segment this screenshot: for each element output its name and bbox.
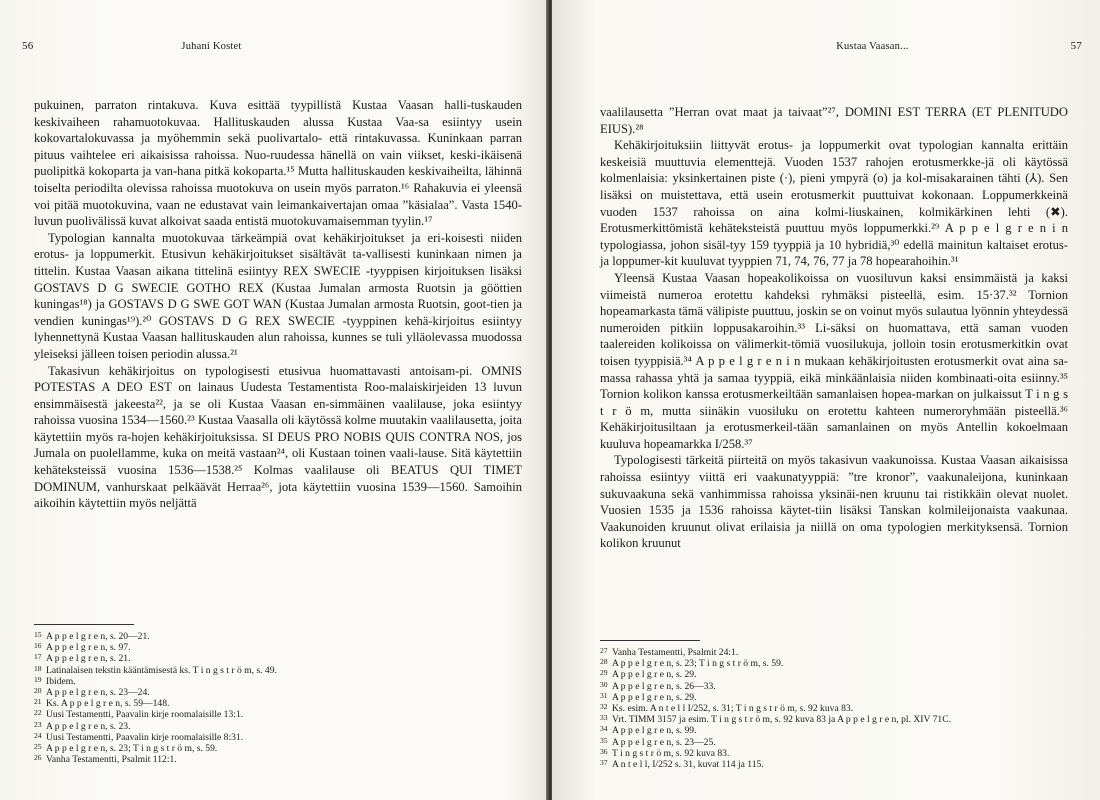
footnote [600,669,1070,680]
footnote-text: Uusi Testamentti, Paavalin kirje roomalaisille 8:31. [46,731,244,743]
footnote-text: A p p e l g r e n, s. 97. [46,642,131,654]
footnote-text: Ks. esim. A n t e l l I/252, s. 31; T i n g s t r ö m, s. 92 kuva 83. [612,703,854,715]
footnote-text: Vanha Testamentti, Psalmit 112:1. [46,754,177,766]
footnote-number: 26 [34,753,42,763]
footnote-number: 20 [34,686,42,696]
left-running-head-author: Juhani Kostet [181,41,242,52]
footnote [34,631,514,642]
footnote [34,653,514,664]
footnote-text: T i n g s t r ö m, s. 92 kuva 83. [612,747,730,759]
footnote-number: 35 [600,735,608,745]
footnote [600,647,1070,658]
footnote-number: 37 [600,758,608,768]
footnote-text: Vanha Testamentti, Psalmit 24:1. [612,647,739,658]
footnote-number: 21 [34,697,42,707]
footnote-text: A p p e l g r e n, s. 99. [612,725,697,737]
footnote [600,703,1070,714]
footnote [600,714,1070,725]
footnote-text: A p p e l g r e n, s. 23; T i n g s t r ö m, s. 59. [612,658,784,670]
footnote-number: 29 [600,668,608,678]
left-page-number: 56 [22,40,34,52]
footnote-text: A p p e l g r e n, s. 23; T i n g s t r ö m, s. 59. [46,743,218,755]
footnote-number: 33 [600,713,608,723]
footnote [34,754,514,765]
footnote [34,732,514,743]
footnote-number: 36 [600,746,608,756]
footnote-number: 23 [34,719,42,729]
footnote-text: Uusi Testamentti, Paavalin kirje roomalaisille 13:1. [46,709,244,721]
footnote [34,687,514,698]
footnote-text: A n t e l l, I/252 s. 31, kuvat 114 ja 115. [612,759,764,771]
footnote [600,725,1070,736]
footnote [600,759,1070,770]
footnote-number: 30 [600,679,608,689]
paragraph: vaalilausetta ”Herran ovat maat ja taivaat”²⁷, DOMINI EST TERRA (ET PLENITUDO EIUS).²⁸ [600,105,1068,136]
footnote-number: 19 [34,674,42,684]
footnote-number: 24 [34,730,42,740]
footnote-number: 27 [600,646,608,655]
right-page-number: 57 [1070,40,1082,52]
paragraph: Kehäkirjoituksiin liittyvät erotus- ja loppumerkit ovat typologian kannalta erittäin keskeisiä muuttuvia elementtejä. Vuoden 1537 rahojen erotusmerkke-jä oli käytössä kolmenlaisia: yksinkertainen piste (·), pieni ympyrä (o) ja kol-misakarainen tähti (⅄). Sen lisäksi on muistettava, että usein erotusmerkit puuttuivat kokonaan. Loppumerkkeinä vuoden 1537 rahoissa on aina kolmi-liuskainen, kolmikärkinen lehti (✖). Erotusmerkittömistä kehäteksteistä puuttuu myös loppumerkki.²⁹ A p p e l g r e n i n typologiassa, johon sisäl-tyy 159 tyyppiä ja 10 hybridiä,³⁰ edellä mainitun kaltaiset erotus- ja loppumer-kit kuuluvat tyyppien 71, 74, 76, 77 ja 78 hopearahoihin.³¹ [600,138,1068,269]
footnote-text: A p p e l g r e n, s. 20—21. [46,631,150,642]
footnote [34,676,514,687]
footnote-number: 22 [34,708,42,718]
footnote-number: 18 [34,663,42,673]
right-body-text [600,104,1068,552]
footnote [34,709,514,720]
left-footnote-rule [34,624,134,625]
left-running-head [22,40,512,52]
footnote-text: Ibidem. [46,675,76,687]
right-footnotes [600,647,1070,770]
right-running-head-title: Kustaa Vaasan... [836,41,909,52]
footnote [34,698,514,709]
footnote-number: 31 [600,690,608,700]
footnote-text: Ks. A p p e l g r e n, s. 59—148. [46,698,170,710]
footnote [34,743,514,754]
paragraph: Typologian kannalta muotokuvaa tärkeämpiä ovat kehäkirjoitukset ja eri-koisesti niiden erotus- ja loppumerkit. Etusivun kehäkirjoitukset sisältävät ta-vallisesti kuninkaan nimen ja tittelin. Kustaa Vaasan aikana tittelinä esiintyy REX SWECIE -tyyppisen kirjoituksen lisäksi GOSTAVS D G SWECIE GOTHO REX (Kustaa Jumalan armosta Ruotsin ja gööttien kuningas¹⁸) ja GOSTAVS D G SWE GOT WAN (Kustaa Jumalan armosta Ruotsin, goot-tien ja vendien kuningas¹⁹).²⁰ GOSTAVS D G REX SWECIE -tyyppinen kehä-kirjoitus esiintyy lyhennettynä Kustaa Vaasan hallituskauden alun rahoissa, kunnes se tuli ylläolevassa muodossa yleiseksi jälleen toisen periodin alussa.²¹ [34,230,522,361]
paragraph: Takasivun kehäkirjoitus on typologisesti etusivua huomattavasti antoisam-pi. OMNIS POTESTAS A DEO EST on lainaus Uudesta Testamentista Roo-malaiskirjeiden 13 luvun ensimmäisestä jakeesta²², ja se oli Kustaa Vaasan en-simmäinen vaalilause, joka esiintyy rahoissa vuosina 1534—1560.²³ Kustaa Vaasalla oli käytössä kolme muutakin vaalilausetta, joita käytettiin myös ra-hojen kehäkirjoituksissa. SI DEUS PRO NOBIS QUIS CONTRA NOS, jos Jumala on puolellamme, kuka on meitä vastaan²⁴, oli Kustaan toinen vaali-lause. Sitä käytettiin kehäteksteissä vuosina 1536—1538.²⁵ Kolmas vaalilause oli BEATUS QUI TIMET DOMINUM, vanhurskaat pelkäävät Herraa²⁶, jota käytettiin vuosina 1539—1560. Samoihin aikoihin käytettiin myös neljättä [34,363,522,511]
footnote [600,748,1070,759]
footnote-number: 16 [34,641,42,651]
footnote-number: 17 [34,652,42,662]
footnote-number: 25 [34,742,42,752]
left-footnotes [34,631,514,765]
footnote [34,721,514,732]
footnote-text: A p p e l g r e n, s. 23. [46,720,131,732]
right-running-head [612,40,1082,52]
footnote-number: 15 [34,630,42,639]
footnote-number: 32 [600,702,608,712]
footnote-number: 34 [600,724,608,734]
footnote-text: A p p e l g r e n, s. 29. [612,691,697,703]
footnote [600,681,1070,692]
footnote-text: Latinalaisen tekstin kääntämisestä ks. T i n g s t r ö m, s. 49. [46,664,277,676]
footnote-text: A p p e l g r e n, s. 21. [46,653,131,665]
footnote [600,692,1070,703]
footnote-text: Vrt. TIMM 3157 ja esim. T i n g s t r ö m, s. 92 kuva 83 ja A p p e l g r e n, pl. XIV 71C. [612,714,952,726]
footnote-text: A p p e l g r e n, s. 29. [612,669,697,681]
right-footnote-rule [600,640,700,641]
paragraph: Typologisesti tärkeitä piirteitä on myös takasivun vaakunoissa. Kustaa Vaasan aikaisissa rahoissa esiintyy viittä eri vaakunatyyppiä: ”tre kronor”, vaakunaleijona, kuninkaan sukuvaakuna sekä vanhimmissa rahoissa yksinäi-nen kruunu tai ristikkäin olevat nuolet. Vuosien 1535 ja 1536 rahoissa käytet-tiin lisäksi Tanskan kolmileijonaista vaakunaa. Vaakunoiden kruunut olivat erilaisia ja niillä on oma typologien merkityksensä. Tornion kolikon kruunut [600,453,1068,551]
footnote [34,665,514,676]
left-body-text [34,97,522,512]
footnote-text: A p p e l g r e n, s. 23—24. [46,687,150,699]
footnote-number: 28 [600,657,608,667]
footnote [600,658,1070,669]
footnote-text: A p p e l g r e n, s. 26—33. [612,680,716,692]
footnote [600,737,1070,748]
footnote-text: A p p e l g r e n, s. 23—25. [612,736,716,748]
footnote [34,642,514,653]
paragraph: Yleensä Kustaa Vaasan hopeakolikoissa on vuosiluvun kaksi ensimmäistä ja kaksi viimeistä numeroa erotettu kahdeksi ryhmäksi pisteellä, esim. 15·37.³² Tornion hopeamarkasta tämä välipiste puuttuu, joskin se on voinut myös sulautua lyönnin yhteydessä numeroiden pitkiin loppusakaroihin.³³ Li-säksi on huomattava, että saman vuoden taalereiden kolikoissa on välimerkit-tömiä vuosilukuja, jolloin tosin erotusmerkitkin ovat toisen tyyppisiä.³⁴ A p p e l g r e n i n mukaan kehäkirjoitusten erotusmerkit ovat aina sa-massa rahassa yhtä ja samaa tyyppiä, eikä minkäänlaisia niiden kombinaati-oita esiinny.³⁵ Tornion kolikon kanssa erotusmerkeiltään samanlaisen hopea-markan on julkaissut T i n g s t r ö m, mutta siinäkin vuosiluku on erotettu kahteen numeroryhmään pisteellä.³⁶ Kehäkirjoitusiltaan ja erotusmerkeil-tään samanlainen on myös Antellin kokoelmaan kuuluva hopeamarkka I/258.³⁷ [600,270,1068,451]
paragraph: pukuinen, parraton rintakuva. Kuva esittää tyypillistä Kustaa Vaasan halli-tuskauden keskivaiheen rahamuotokuvaa. Hallituskauden alussa Kustaa Vaa-sa esiintyy usein kokovartalokuvassa ja myöhemmin sekä puolivartalo- että rintakuvassa. Kuninkaan parran pituus vaihtelee eri aikaisissa rahoissa. Nuo-ruudessa hänellä on vain viikset, keski-ikäisenä puolipitkä kokoparta ja van-hana pitkä kokoparta.¹⁵ Mutta hallituskauden keskivaiheilta, lähinnä toiselta periodilta olevissa rahoissa muotokuva on usein myös parraton.¹⁶ Rahakuvia ei yleensä voi pitää muotokuvina, vaan ne edustavat vain leimankaivertajan omaa ”käsialaa”. Vasta 1540-luvun puolivälissä kuvat alkoivat saada entistä muotokuvamaisemman tyylin.¹⁷ [34,98,522,229]
